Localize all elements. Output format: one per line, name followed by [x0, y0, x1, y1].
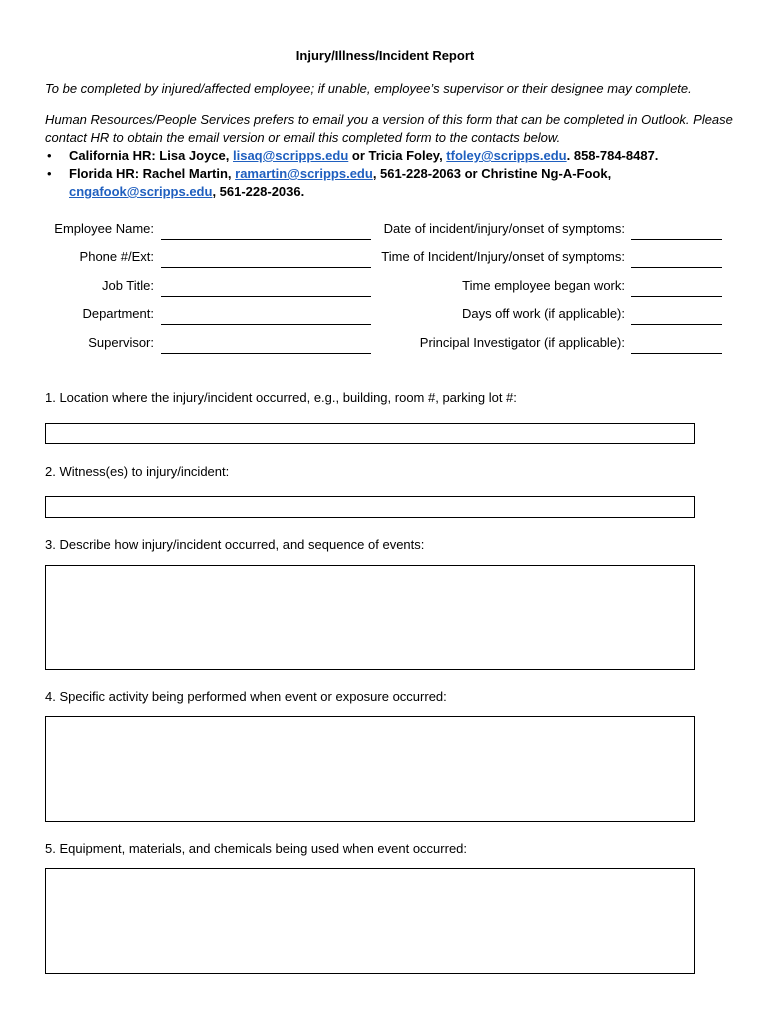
florida-contact-middle: , 561-228-2063 or Christine Ng-A-Fook,: [372, 166, 612, 181]
intro-text: To be completed by injured/affected employee; if unable, employee’s supervisor or their designee may complete.: [45, 81, 692, 96]
supervisor-field[interactable]: [161, 353, 371, 354]
email-link-cngafook[interactable]: cngafook@scripps.edu: [69, 184, 213, 199]
phone-ext-label: Phone #/Ext:: [79, 249, 154, 264]
incident-time-label: Time of Incident/Injury/onset of symptoms:: [381, 249, 625, 264]
job-title-label: Job Title:: [101, 278, 154, 293]
days-off-field[interactable]: [631, 324, 722, 325]
activity-input-box[interactable]: [45, 716, 695, 822]
california-contact-prefix: California HR: Lisa Joyce,: [69, 148, 233, 163]
incident-time-field[interactable]: [631, 267, 722, 268]
email-link-ramartin[interactable]: ramartin@scripps.edu: [235, 166, 373, 181]
form-title: Injury/Illness/Incident Report: [295, 48, 475, 63]
question-1-label: 1. Location where the injury/incident occurred, e.g., building, room #, parking lot #:: [45, 390, 517, 405]
incident-date-label: Date of incident/injury/onset of symptoms:: [383, 221, 625, 236]
hr-note: Human Resources/People Services prefers to email you a version of this form that can be completed in Outlook. Please contact HR to obtain the email version or email this completed form to the contacts below.: [45, 112, 733, 145]
began-work-field[interactable]: [631, 296, 722, 297]
phone-ext-field[interactable]: [161, 267, 371, 268]
days-off-label: Days off work (if applicable):: [461, 306, 625, 321]
description-input-box[interactable]: [45, 565, 695, 670]
principal-investigator-field[interactable]: [631, 353, 722, 354]
bullet-icon: •: [47, 166, 52, 181]
began-work-label: Time employee began work:: [462, 278, 625, 293]
employee-name-label: Employee Name:: [54, 221, 154, 236]
employee-name-field[interactable]: [161, 239, 371, 240]
email-link-lisaq[interactable]: lisaq@scripps.edu: [233, 148, 349, 163]
hr-contacts-list: [45, 147, 735, 201]
contact-florida: [45, 165, 735, 201]
department-label: Department:: [82, 306, 154, 321]
florida-contact-prefix: Florida HR: Rachel Martin,: [69, 166, 236, 181]
principal-investigator-label: Principal Investigator (if applicable):: [419, 335, 625, 350]
witnesses-input-box[interactable]: [45, 496, 695, 518]
question-2-label: 2. Witness(es) to injury/incident:: [45, 464, 230, 479]
job-title-field[interactable]: [161, 296, 371, 297]
equipment-input-box[interactable]: [45, 868, 695, 974]
department-field[interactable]: [161, 324, 371, 325]
question-4-label: 4. Specific activity being performed when event or exposure occurred:: [45, 689, 447, 704]
california-contact-phone: . 858-784-8487.: [566, 148, 659, 163]
question-5-label: 5. Equipment, materials, and chemicals being used when event occurred:: [45, 841, 468, 856]
question-3-label: 3. Describe how injury/incident occurred, and sequence of events:: [45, 537, 425, 552]
incident-date-field[interactable]: [631, 239, 722, 240]
contact-california: [45, 147, 735, 165]
california-contact-middle: or Tricia Foley,: [348, 148, 447, 163]
bullet-icon: •: [47, 148, 52, 163]
email-link-tfoley[interactable]: tfoley@scripps.edu: [446, 148, 567, 163]
supervisor-label: Supervisor:: [88, 335, 154, 350]
florida-contact-phone: , 561-228-2036.: [212, 184, 305, 199]
location-input-box[interactable]: [45, 423, 695, 444]
